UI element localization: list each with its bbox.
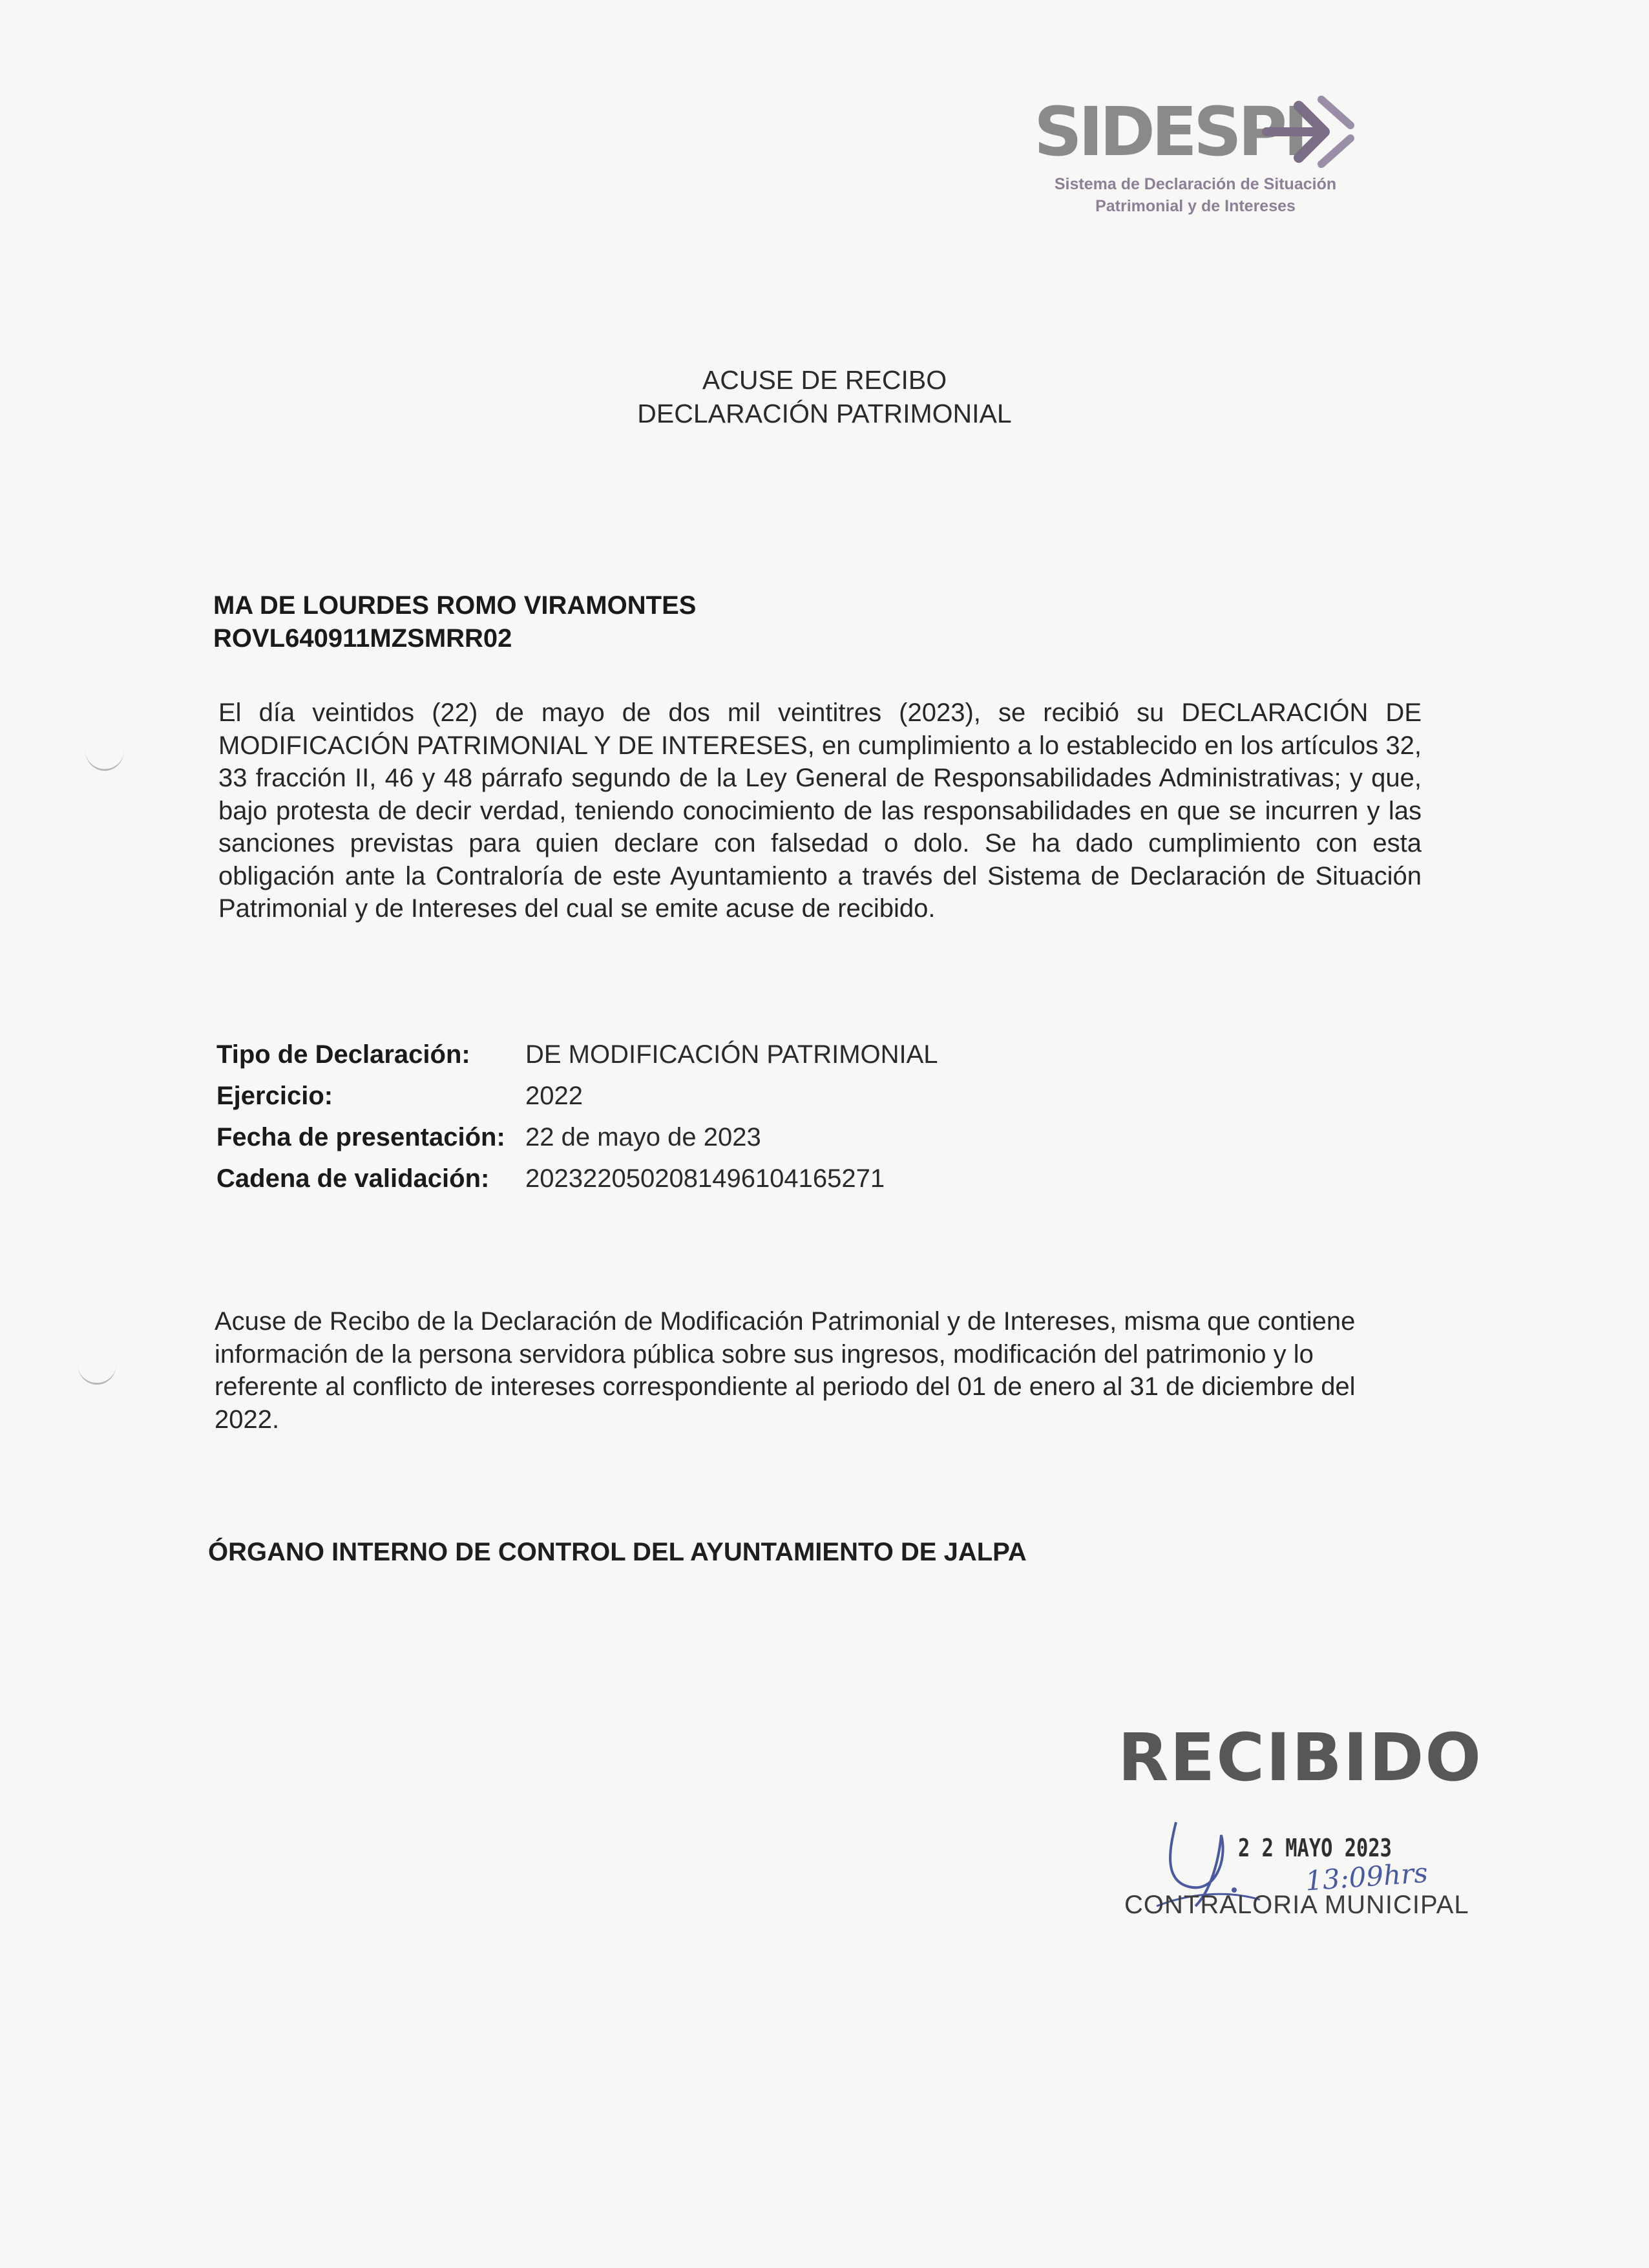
arrow-icon (1260, 87, 1363, 177)
detail-value: 2022 (525, 1082, 583, 1110)
declarant-block (213, 589, 696, 655)
detail-label: Cadena de validación: (216, 1164, 490, 1193)
logo-subtitle-line2: Patrimonial y de Intereses (1095, 197, 1296, 215)
detail-row-fecha (216, 1117, 938, 1158)
punch-hole-mark (78, 1344, 116, 1385)
detail-value: 20232205020814961041652‌71 (525, 1164, 885, 1193)
detail-label: Ejercicio: (216, 1082, 333, 1110)
sidespi-logo (1027, 83, 1376, 218)
logo-subtitle-line1: Sistema de Declaración de Situación (1054, 175, 1337, 193)
stamp-time: 13:09hrs (1304, 1856, 1429, 1897)
period-paragraph: Acuse de Recibo de la Declaración de Modificación Patrimonial y de Intereses, misma que contiene información de la persona servidora pública sobre sus ingresos, modificación del patrimonio y lo referente al conflicto de intereses correspondiente al periodo del 01 de enero al 31 de diciembre del 2022. (215, 1307, 1356, 1434)
document-title (0, 363, 1649, 430)
detail-value: 22 de mayo de 2023 (525, 1123, 761, 1151)
stamp-word: RECIBIDO (1118, 1719, 1483, 1796)
punch-hole-mark (85, 730, 124, 771)
detail-value: DE MODIFICACIÓN PATRIMONIAL (525, 1040, 938, 1069)
title-line1: ACUSE DE RECIBO (702, 365, 947, 395)
received-stamp (1111, 1719, 1512, 1945)
logo-wordmark: SIDESPI (1034, 92, 1305, 171)
detail-row-tipo (216, 1034, 938, 1075)
logo-subtitle (1027, 173, 1363, 217)
detail-row-cadena (216, 1158, 938, 1199)
receipt-paragraph: El día veintidos (22) de mayo de dos mil veintitres (2023), se recibió su DECLARACIÓN DE MODIFICACIÓN PATRIMONIAL Y DE INTERESES, en cumplimiento a lo establecido en los artículos 32, 33 fracción II, 46 y 48 párrafo segundo de la Ley General de Responsabilidades Administrativas; y que, bajo protesta de decir verdad, teniendo conocimiento de las responsabilidades en que se incurren y las sanciones previstas para quien declare con falsedad o dolo. Se ha dado cumplimiento con esta obligación ante la Contraloría de este Ayuntamiento a través del Sistema de Declaración de Situación Patrimonial y de Intereses del cual se emite acuse de recibido. (218, 698, 1422, 923)
declaration-details (216, 1034, 938, 1199)
detail-label: Tipo de Declaración: (216, 1040, 470, 1069)
stamp-organization: CONTRALORIA MUNICIPAL (1124, 1891, 1469, 1919)
declarant-rfc: ROVL640911MZSMRR02 (213, 624, 512, 653)
issuing-organ: ÓRGANO INTERNO DE CONTROL DEL AYUNTAMIENTO DE JALPA (208, 1538, 1027, 1566)
title-line2: DECLARACIÓN PATRIMONIAL (637, 399, 1012, 428)
detail-row-ejercicio (216, 1075, 938, 1117)
detail-label: Fecha de presentación: (216, 1123, 505, 1151)
declarant-name: MA DE LOURDES ROMO VIRAMONTES (213, 591, 697, 620)
stamp-date: 2 2 MAYO 2023 (1238, 1834, 1392, 1862)
